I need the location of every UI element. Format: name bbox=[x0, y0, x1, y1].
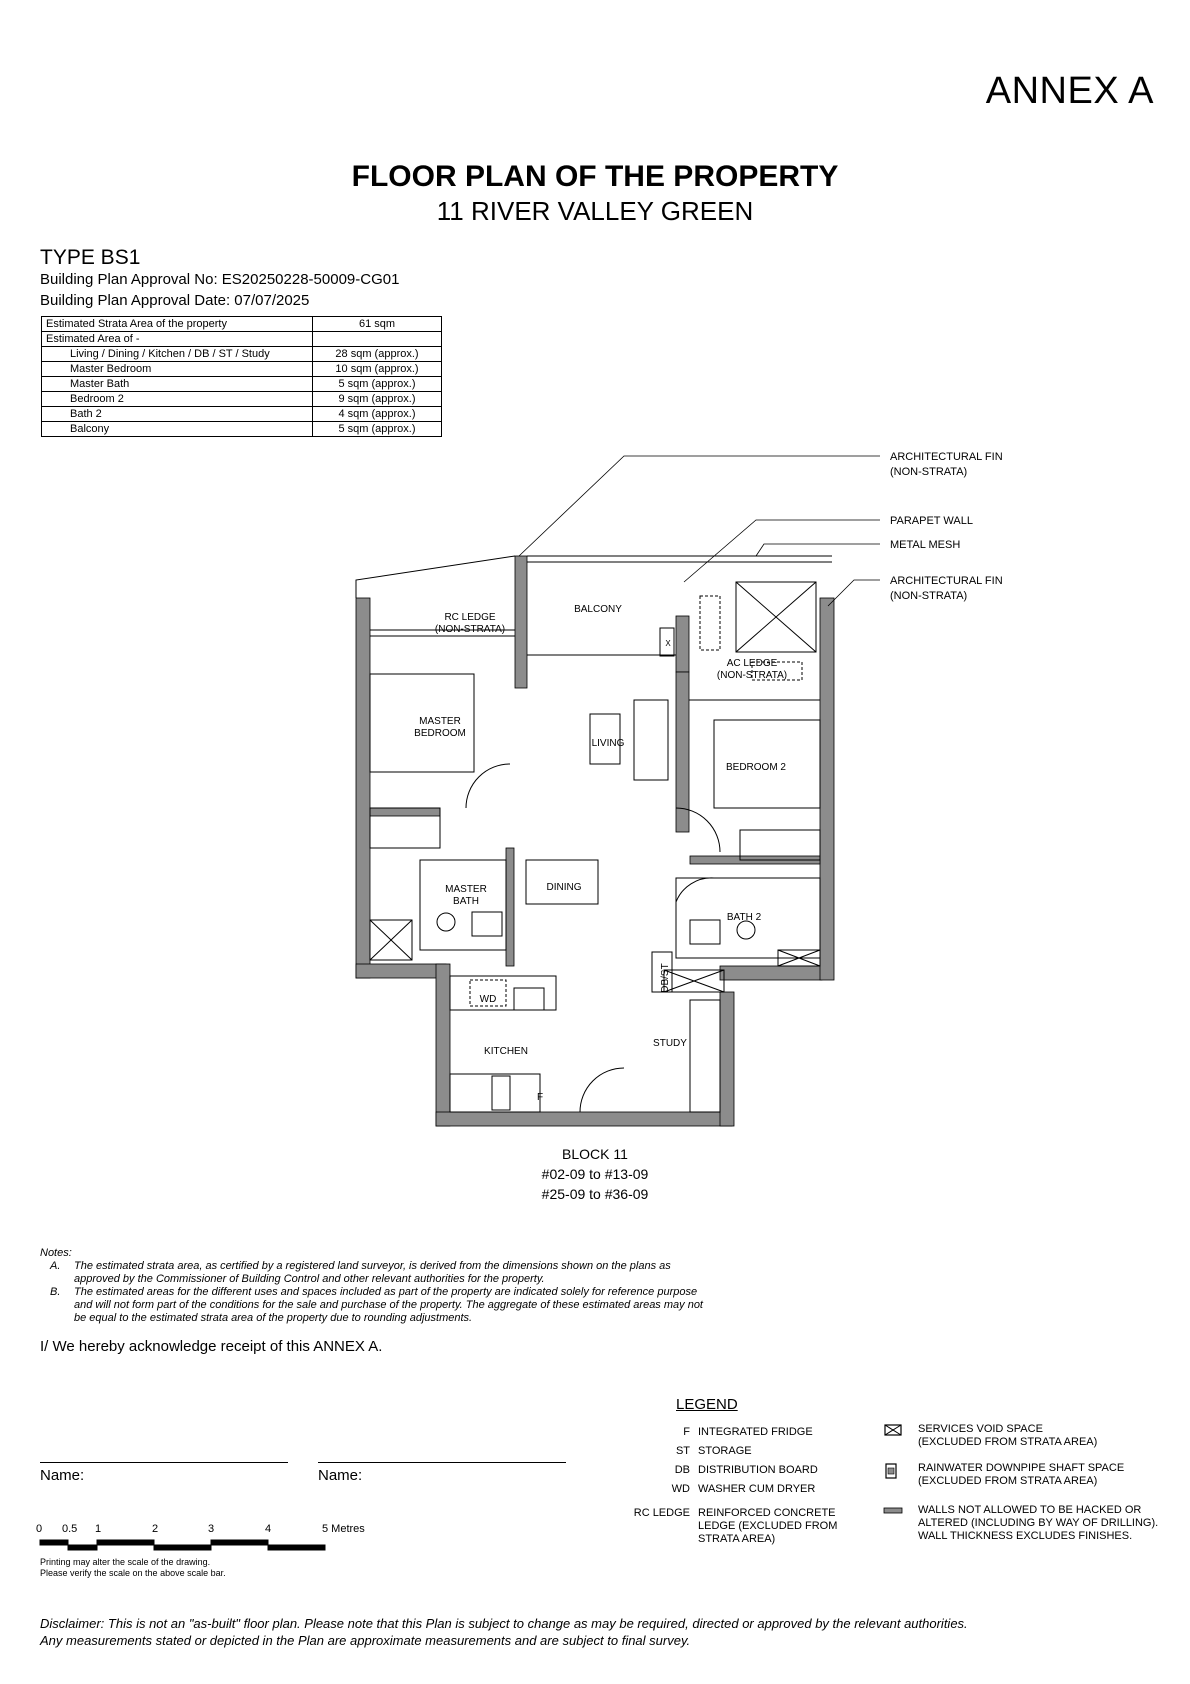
ac-ledge-dashed bbox=[700, 596, 720, 650]
callout-fin1-sub: (NON-STRATA) bbox=[890, 466, 968, 478]
toilet bbox=[437, 913, 455, 931]
scale-bar bbox=[34, 1520, 374, 1556]
block-range-2: #25-09 to #36-09 bbox=[541, 1186, 649, 1202]
scale-label: 1 bbox=[95, 1523, 102, 1535]
wall-mbath-east bbox=[506, 848, 514, 966]
legend-code: DB bbox=[674, 1464, 690, 1476]
note-letter: A. bbox=[50, 1260, 61, 1272]
toilet bbox=[737, 921, 755, 939]
room-master: MASTER bbox=[419, 716, 461, 727]
room-db-st: DB/ST bbox=[660, 963, 671, 993]
area-label: Living / Dining / Kitchen / DB / ST / Study bbox=[42, 347, 313, 362]
note-letter: B. bbox=[50, 1286, 61, 1298]
legend-desc: STORAGE bbox=[698, 1445, 752, 1457]
room-dining: DINING bbox=[546, 882, 582, 893]
legend-desc-line: REINFORCED CONCRETE bbox=[698, 1507, 836, 1519]
area-label: Bedroom 2 bbox=[42, 392, 313, 407]
plan-lines bbox=[356, 556, 832, 1112]
legend-code: RC LEDGE bbox=[633, 1507, 690, 1519]
wall-mbath-top bbox=[370, 808, 440, 816]
callout-fin2: ARCHITECTURAL FIN bbox=[890, 575, 1003, 587]
room-master-bath-sub: BATH bbox=[453, 896, 479, 907]
wall-balcony-west bbox=[515, 556, 527, 688]
approval-no-label: Building Plan Approval No: bbox=[40, 271, 218, 288]
est-label: Estimated Area of - bbox=[42, 332, 313, 347]
legend-desc-line: (EXCLUDED FROM STRATA AREA) bbox=[918, 1436, 1098, 1448]
wall-icon bbox=[883, 1507, 903, 1515]
unit-type: TYPE BS1 bbox=[40, 246, 141, 269]
leader-fin1 bbox=[519, 456, 880, 556]
signature-line-2[interactable] bbox=[318, 1462, 566, 1463]
callout-fin1: ARCHITECTURAL FIN bbox=[890, 451, 1003, 463]
door-swing bbox=[676, 878, 714, 902]
wall-se bbox=[720, 966, 822, 980]
legend-desc bbox=[698, 1507, 837, 1546]
strata-value: 61 sqm bbox=[313, 317, 442, 332]
legend-desc-line: RAINWATER DOWNPIPE SHAFT SPACE bbox=[918, 1462, 1125, 1474]
wall-study-east bbox=[720, 992, 734, 1126]
approval-no-value: ES20250228-50009-CG01 bbox=[221, 271, 400, 288]
scale-segment bbox=[68, 1545, 97, 1550]
room-wd: WD bbox=[479, 994, 497, 1005]
wall-south bbox=[436, 1112, 732, 1126]
note-text: The estimated strata area, as certified by a registered land surveyor, is derived from the dimensions shown on the plans as approved by the Commissioner of Building Control and other relevant authorities for the property. bbox=[74, 1260, 671, 1285]
callout-texts bbox=[890, 451, 1003, 602]
legend-desc-line: WALL THICKNESS EXCLUDES FINISHES. bbox=[918, 1530, 1133, 1542]
notes bbox=[40, 1247, 714, 1325]
hob bbox=[492, 1076, 510, 1110]
note-text: The estimated areas for the different uses and spaces included as part of the property are indicated solely for reference purpose and will not form part of the conditions for the sale and purchase of the property. The aggregate of these estimated areas may not be equal to the estimated strata area of the property due to rounding adjustments. bbox=[74, 1286, 703, 1324]
scale-label: 4 bbox=[265, 1523, 272, 1535]
area-value: 5 sqm (approx.) bbox=[313, 422, 442, 437]
note-item bbox=[40, 1286, 714, 1325]
room-ac-ledge: AC LEDGE bbox=[726, 658, 778, 669]
legend-desc-line: ALTERED (INCLUDING BY WAY OF DRILLING). bbox=[918, 1517, 1159, 1529]
fin-west-line bbox=[356, 556, 515, 598]
legend-desc bbox=[918, 1462, 1124, 1488]
basin bbox=[472, 912, 502, 936]
disclaimer bbox=[40, 1615, 968, 1649]
legend-code: WD bbox=[671, 1483, 690, 1495]
scale-label: 2 bbox=[152, 1523, 159, 1535]
signature-line-1[interactable] bbox=[40, 1462, 288, 1463]
callout-fin2-sub: (NON-STRATA) bbox=[890, 590, 968, 602]
room-living: LIVING bbox=[591, 738, 625, 749]
note-item bbox=[40, 1260, 714, 1286]
leader-fin2 bbox=[828, 580, 880, 606]
area-label: Master Bedroom bbox=[42, 362, 313, 377]
legend-desc-line: STRATA AREA) bbox=[698, 1533, 776, 1545]
area-value: 9 sqm (approx.) bbox=[313, 392, 442, 407]
scale-label: 5 Metres bbox=[322, 1523, 365, 1535]
notes-heading: Notes: bbox=[40, 1247, 72, 1259]
block-name: BLOCK 11 bbox=[562, 1146, 628, 1162]
room-rc-ledge-sub: (NON-STRATA) bbox=[434, 624, 506, 635]
legend-desc: INTEGRATED FRIDGE bbox=[698, 1426, 813, 1438]
room-ac-ledge-sub: (NON-STRATA) bbox=[716, 670, 788, 681]
legend-desc: DISTRIBUTION BOARD bbox=[698, 1464, 818, 1476]
room-fridge: F bbox=[536, 1092, 544, 1103]
area-label: Bath 2 bbox=[42, 407, 313, 422]
approval-date-value: 07/07/2025 bbox=[234, 292, 310, 309]
strata-label: Estimated Strata Area of the property bbox=[42, 317, 313, 332]
print-note-1: Printing may alter the scale of the drawing. bbox=[40, 1557, 211, 1567]
block-range-1: #02-09 to #13-09 bbox=[541, 1166, 649, 1182]
door-swing bbox=[580, 1068, 624, 1112]
basin bbox=[690, 920, 720, 944]
room-bath2: BATH 2 bbox=[726, 912, 762, 923]
legend-desc-line: LEDGE (EXCLUDED FROM bbox=[698, 1520, 838, 1532]
callout-parapet: PARAPET WALL bbox=[890, 515, 973, 527]
legend-desc bbox=[918, 1423, 1097, 1449]
print-note-2: Please verify the scale on the above scale bar. bbox=[40, 1568, 226, 1578]
leader-parapet bbox=[684, 520, 880, 582]
scale-ticks bbox=[40, 1540, 325, 1550]
signature-name-2: Name: bbox=[318, 1467, 363, 1484]
signature-name-1: Name: bbox=[40, 1467, 85, 1484]
area-value: 5 sqm (approx.) bbox=[313, 377, 442, 392]
scale-segment bbox=[154, 1545, 211, 1550]
legend-title: LEGEND bbox=[676, 1396, 738, 1413]
callout-mesh: METAL MESH bbox=[890, 539, 961, 551]
area-value: 4 sqm (approx.) bbox=[313, 407, 442, 422]
plan-walls bbox=[356, 556, 834, 1126]
page-title: FLOOR PLAN OF THE PROPERTY bbox=[351, 160, 839, 193]
acknowledgement: I/ We hereby acknowledge receipt of this ANNEX A. bbox=[40, 1338, 383, 1355]
wall-sw bbox=[356, 964, 446, 978]
area-value: 28 sqm (approx.) bbox=[313, 347, 442, 362]
door-swing bbox=[466, 764, 510, 808]
study-desk bbox=[690, 1000, 720, 1112]
disclaimer-line-2: Any measurements stated or depicted in the Plan are approximate measurements and are subject to final survey. bbox=[40, 1633, 691, 1648]
room-x: X bbox=[665, 639, 671, 648]
wardrobe-bed2 bbox=[740, 830, 820, 860]
legend-desc: WASHER CUM DRYER bbox=[698, 1483, 816, 1495]
area-label: Balcony bbox=[42, 422, 313, 437]
scale-label: 3 bbox=[208, 1523, 215, 1535]
kitchen-counter-top bbox=[450, 976, 556, 1010]
scale-segment bbox=[97, 1540, 154, 1545]
leader-mesh bbox=[756, 544, 880, 556]
wall-balcony-east bbox=[676, 616, 689, 672]
legend-desc bbox=[918, 1504, 1158, 1543]
project-name: 11 RIVER VALLEY GREEN bbox=[436, 196, 754, 226]
room-master-bath: MASTER bbox=[445, 884, 487, 895]
area-label: Master Bath bbox=[42, 377, 313, 392]
room-balcony: BALCONY bbox=[574, 604, 622, 615]
area-value: 10 sqm (approx.) bbox=[313, 362, 442, 377]
wall-west bbox=[356, 598, 370, 978]
callout-leaders bbox=[519, 456, 880, 606]
room-study: STUDY bbox=[653, 1038, 687, 1049]
annex-label: ANNEX A bbox=[985, 70, 1154, 112]
approval-date-label: Building Plan Approval Date: bbox=[40, 292, 231, 309]
scale-label: 0 bbox=[36, 1523, 43, 1535]
room-kitchen: KITCHEN bbox=[484, 1046, 528, 1057]
scale-segment bbox=[268, 1545, 325, 1550]
room-rc-ledge: RC LEDGE bbox=[444, 612, 496, 623]
downpipe-shaft-icon bbox=[885, 1463, 897, 1479]
scale-label: 0.5 bbox=[62, 1523, 78, 1535]
sofa bbox=[634, 700, 668, 780]
sink bbox=[514, 988, 544, 1010]
legend-code: ST bbox=[675, 1445, 690, 1457]
room-master-sub: BEDROOM bbox=[414, 728, 466, 739]
room-bedroom2: BEDROOM 2 bbox=[725, 762, 787, 773]
kitchen-counter-bottom bbox=[450, 1074, 540, 1112]
disclaimer-line-1: Disclaimer: This is not an "as-built" floor plan. Please note that this Plan is subject to change as may be required, directed or approved by the relevant authorities. bbox=[40, 1616, 968, 1631]
wall-east bbox=[820, 598, 834, 980]
legend-desc-line: (EXCLUDED FROM STRATA AREA) bbox=[918, 1475, 1098, 1487]
services-void-icon bbox=[884, 1424, 902, 1436]
wall-kitchen-west bbox=[436, 964, 450, 1126]
legend-code: F bbox=[683, 1426, 690, 1438]
legend-desc-line: SERVICES VOID SPACE bbox=[918, 1423, 1043, 1435]
scale-segment bbox=[40, 1540, 68, 1545]
legend-desc-line: WALLS NOT ALLOWED TO BE HACKED OR bbox=[918, 1504, 1142, 1516]
scale-segment bbox=[211, 1540, 268, 1545]
print-note bbox=[40, 1557, 226, 1579]
